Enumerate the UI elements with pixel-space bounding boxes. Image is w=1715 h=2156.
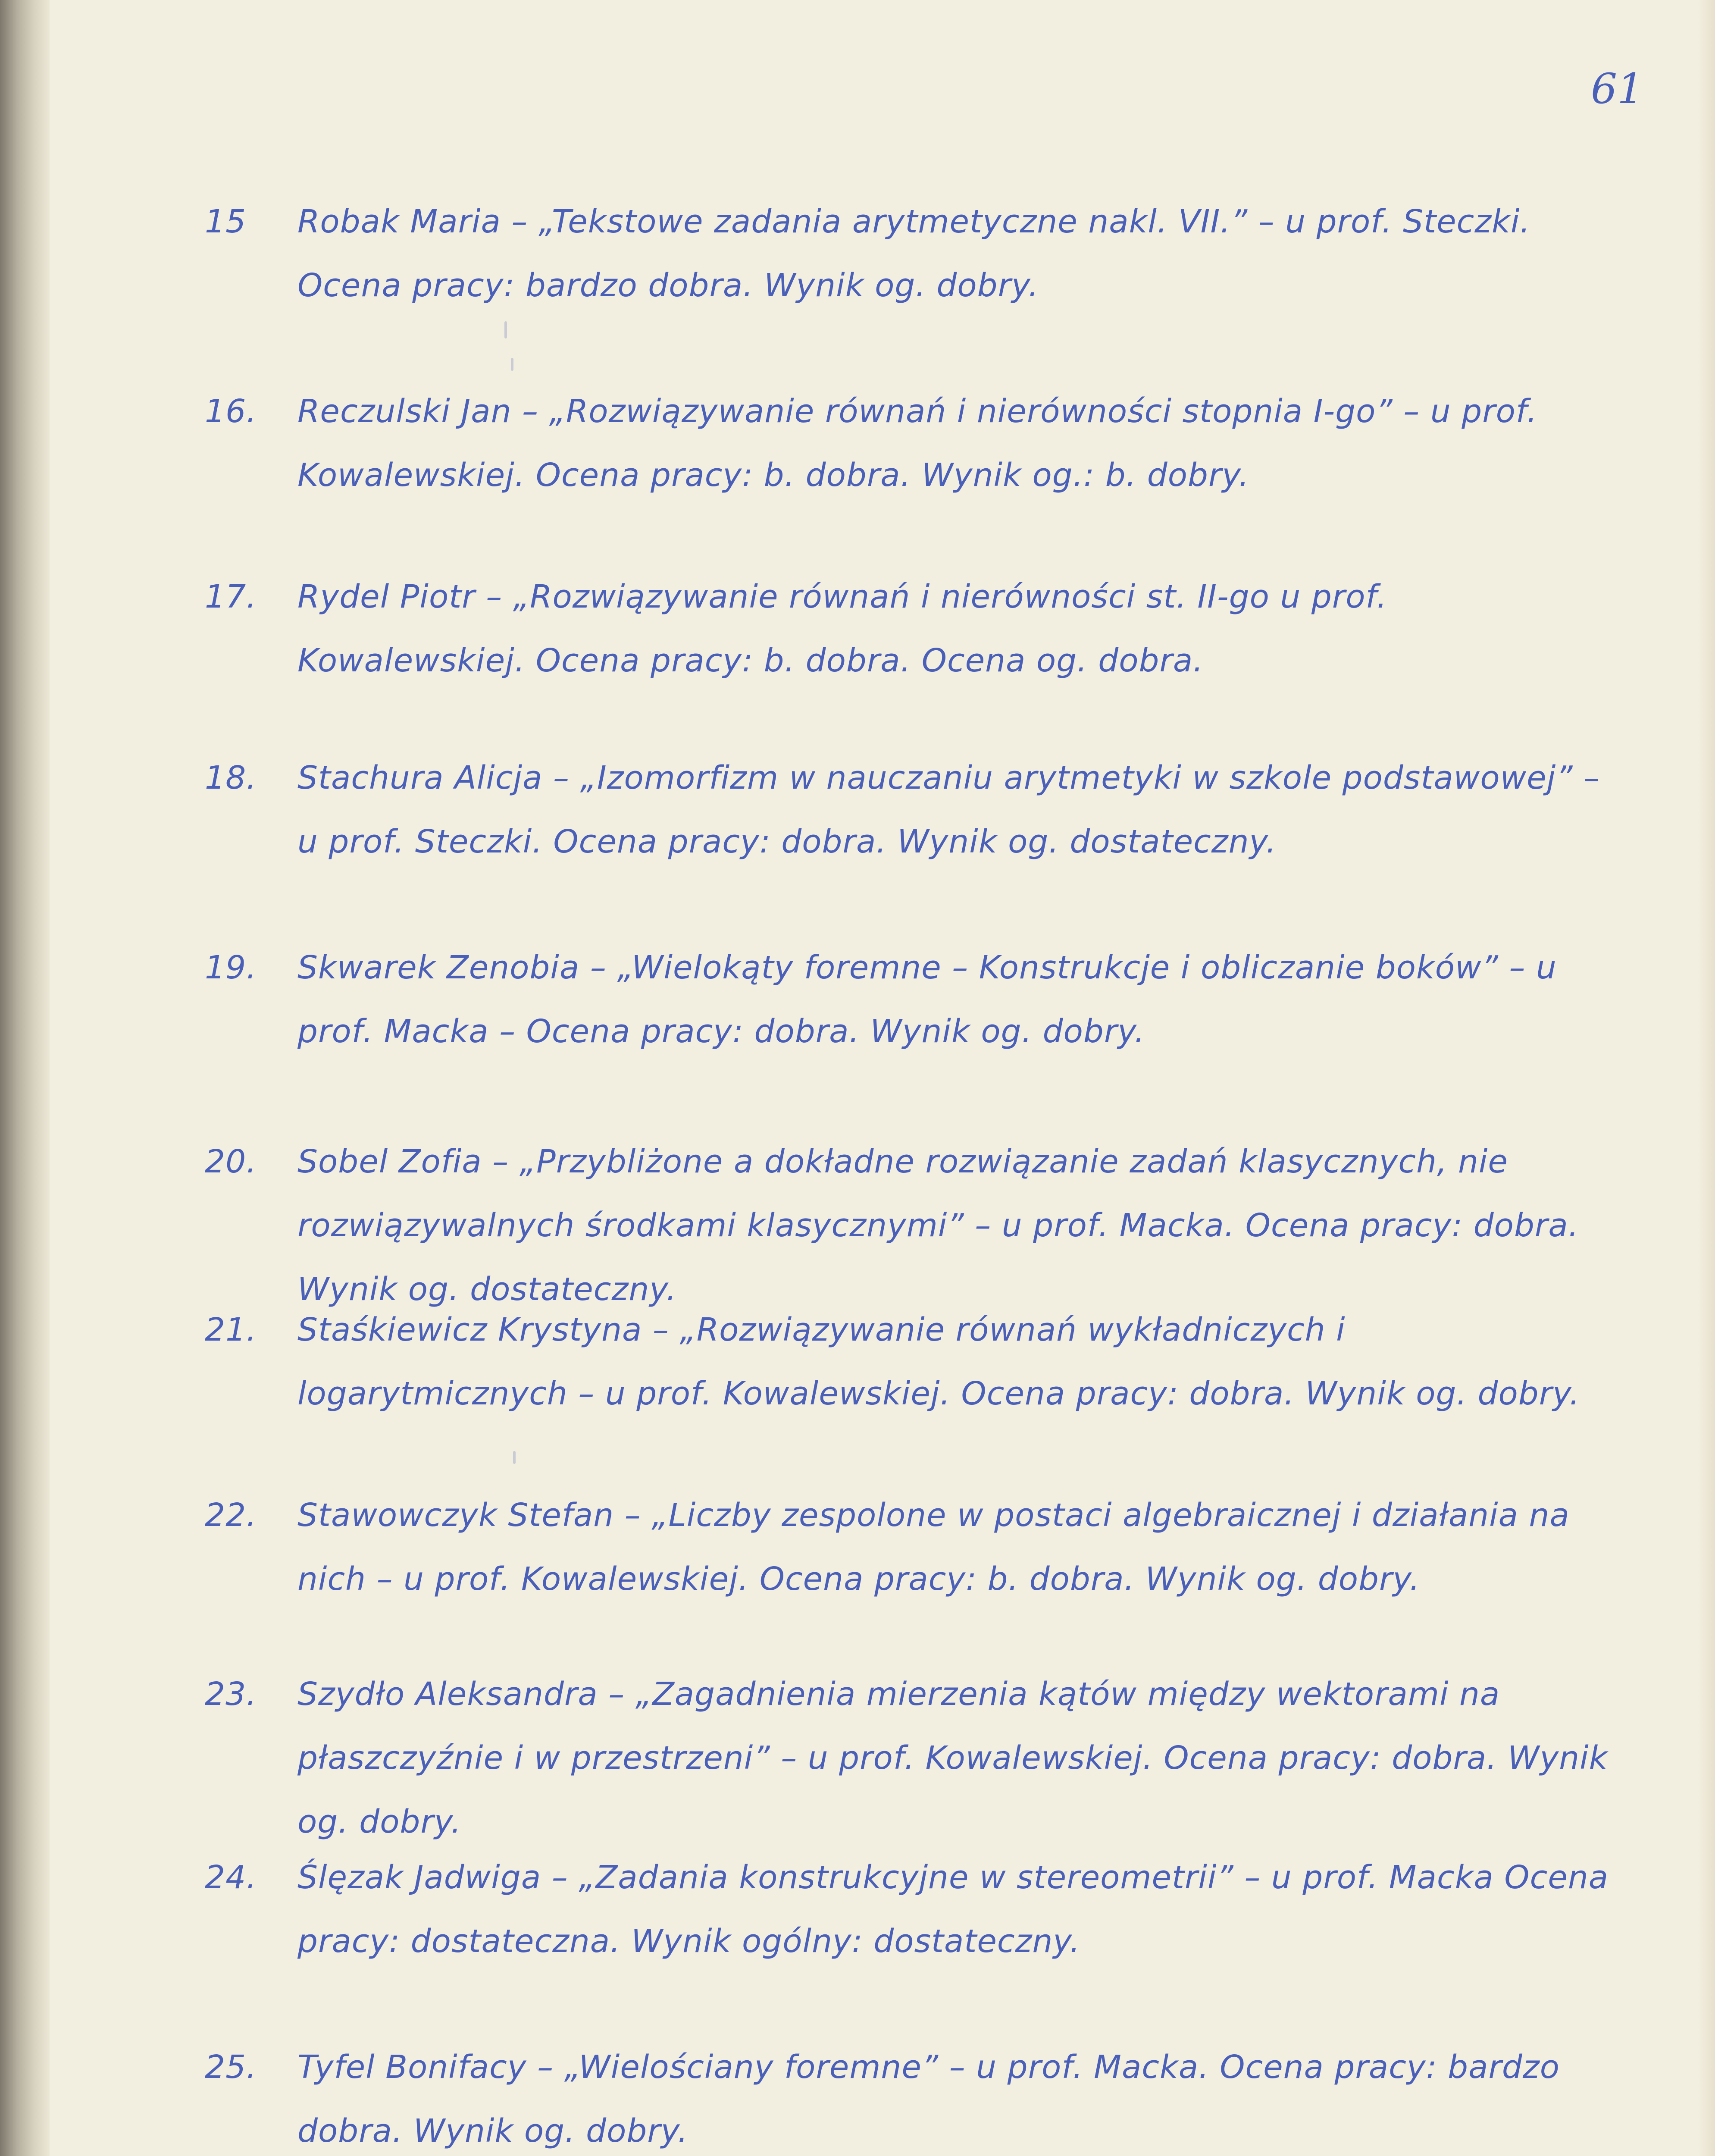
list-item bbox=[207, 2035, 1621, 2156]
entry-text: Stawowczyk Stefan – „Liczby zespolone w postaci algebraicznej i działania na nich – u prof. Kowalewskiej. Ocena pracy: b. dobra. Wynik og. dobry. bbox=[297, 1497, 1570, 1598]
entry-text: Robak Maria – „Tekstowe zadania arytmetyczne nakl. VII.” – u prof. Steczki. Ocena pracy: bardzo dobra. Wynik og. dobry. bbox=[297, 203, 1531, 304]
list-item bbox=[207, 379, 1621, 507]
paper-mark bbox=[511, 358, 513, 371]
entry-number: 20. bbox=[205, 1143, 257, 1180]
entry-number: 22. bbox=[205, 1497, 257, 1534]
entry-number: 24. bbox=[205, 1859, 257, 1896]
entry-text: Tyfel Bonifacy – „Wielościany foremne” – u prof. Macka. Ocena pracy: bardzo dobra. Wynik og. dobry. bbox=[297, 2049, 1560, 2150]
list-item bbox=[207, 190, 1621, 317]
entry-text: Szydło Aleksandra – „Zagadnienia mierzenia kątów między wektorami na płaszczyźnie i w przestrzeni” – u prof. Kowalewskiej. Ocena pracy: dobra. Wynik og. dobry. bbox=[297, 1676, 1608, 1840]
entry-number: 18. bbox=[205, 759, 257, 796]
list-item bbox=[207, 936, 1621, 1063]
entry-number: 19. bbox=[205, 949, 257, 986]
paper-mark bbox=[513, 1451, 516, 1464]
entry-number: 23. bbox=[205, 1676, 257, 1713]
list-item bbox=[207, 1662, 1621, 1854]
entry-text: Skwarek Zenobia – „Wielokąty foremne – Konstrukcje i obliczanie boków” – u prof. Macka – Ocena pracy: dobra. Wynik og. dobry. bbox=[297, 949, 1557, 1050]
list-item bbox=[207, 1846, 1621, 1973]
entry-number: 17. bbox=[205, 578, 257, 615]
list-item bbox=[207, 565, 1621, 693]
list-item bbox=[207, 1298, 1621, 1426]
binding-edge bbox=[0, 0, 50, 2156]
entry-number: 21. bbox=[205, 1311, 257, 1348]
entry-number: 15 bbox=[205, 203, 247, 240]
page-number: 61 bbox=[1591, 65, 1644, 113]
list-item bbox=[207, 1483, 1621, 1611]
entry-text: Reczulski Jan – „Rozwiązywanie równań i nierówności stopnia I-go” – u prof. Kowalewskiej. Ocena pracy: b. dobra. Wynik og.: b. dobry. bbox=[297, 393, 1538, 494]
entry-number: 25. bbox=[205, 2049, 257, 2086]
entry-number: 16. bbox=[205, 393, 257, 430]
entry-text: Sobel Zofia – „Przybliżone a dokładne rozwiązanie zadań klasycznych, nie rozwiązywalnych środkami klasycznymi” – u prof. Macka. Ocena pracy: dobra. Wynik og. dostateczny. bbox=[297, 1143, 1579, 1308]
entry-text: Staśkiewicz Krystyna – „Rozwiązywanie równań wykładniczych i logarytmicznych – u prof. Kowalewskiej. Ocena pracy: dobra. Wynik og. dobry. bbox=[297, 1311, 1580, 1412]
list-item bbox=[207, 1130, 1621, 1321]
page-edge bbox=[1698, 0, 1715, 2156]
list-item bbox=[207, 746, 1621, 874]
entry-text: Stachura Alicja – „Izomorfizm w nauczaniu arytmetyki w szkole podstawowej” – u prof. Steczki. Ocena pracy: dobra. Wynik og. dostateczny. bbox=[297, 759, 1600, 860]
entry-text: Ślęzak Jadwiga – „Zadania konstrukcyjne w stereometrii” – u prof. Macka Ocena pracy: dostateczna. Wynik ogólny: dostateczny. bbox=[297, 1859, 1609, 1960]
entry-text: Rydel Piotr – „Rozwiązywanie równań i nierówności st. II-go u prof. Kowalewskiej. Ocena pracy: b. dobra. Ocena og. dobra. bbox=[297, 578, 1387, 679]
paper-mark bbox=[504, 321, 507, 338]
